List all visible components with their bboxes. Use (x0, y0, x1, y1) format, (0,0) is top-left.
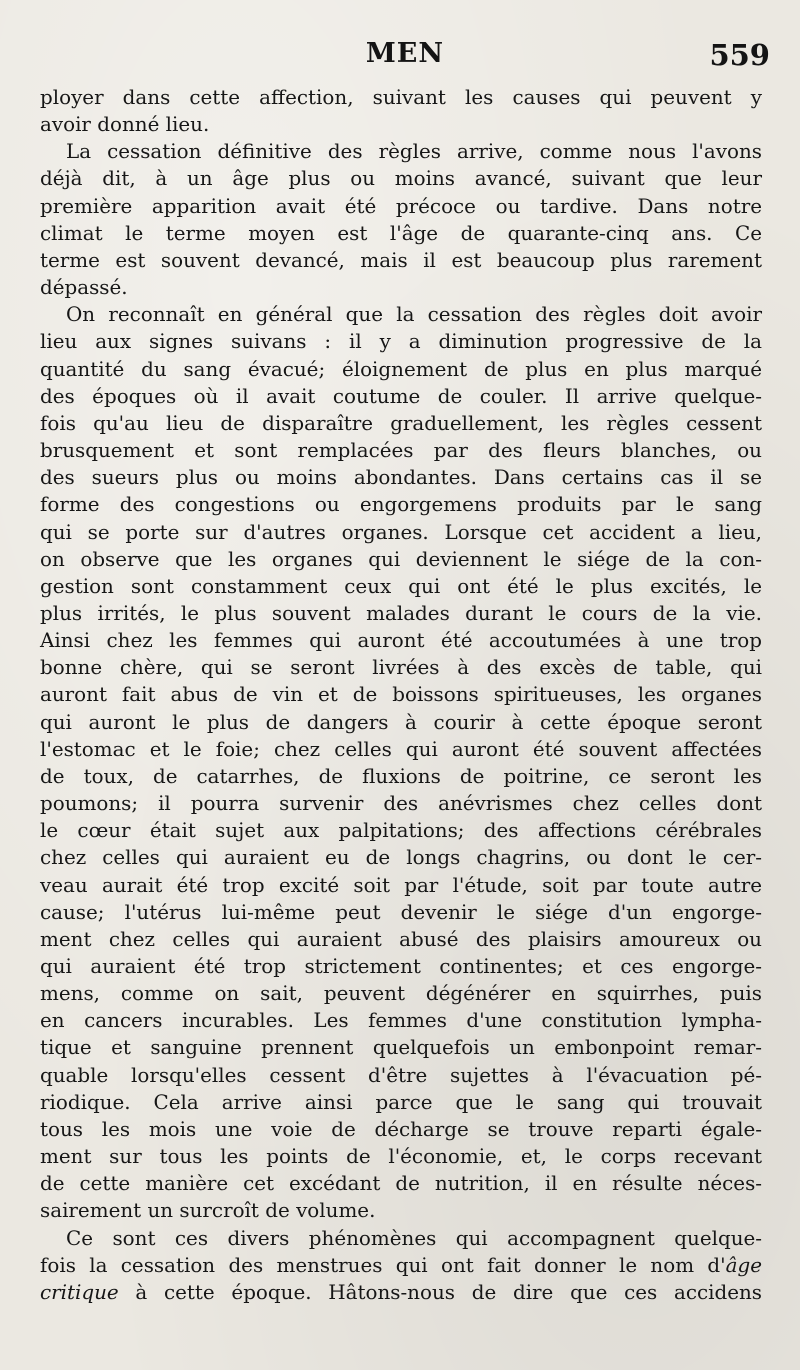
text-line: veau aurait été trop excité soit par l'étude, soit par toute autre (40, 873, 762, 897)
text-line: avoir donné lieu. (40, 113, 210, 137)
text-line: de toux, de catarrhes, de fluxions de poitrine, ce seront les (40, 764, 762, 788)
text-line: ployer dans cette affection, suivant les causes qui peuvent y (40, 86, 762, 109)
text-line: fois qu'au lieu de disparaître graduellement, les règles cessent (40, 411, 762, 435)
text-line: lieu aux signes suivans : il y a diminution progressive de la (40, 330, 762, 354)
text-line: auront fait abus de vin et de boissons spiritueuses, les organes (40, 683, 762, 707)
text-line: on observe que les organes qui deviennent le siége de la con- (40, 547, 762, 571)
text-line: en cancers incurables. Les femmes d'une constitution lympha- (40, 1009, 762, 1033)
text-line: le cœur était sujet aux palpitations; des affections cérébrales (40, 819, 762, 843)
paragraph (40, 84, 762, 138)
page-header (40, 34, 770, 78)
italic-term: âge (725, 1253, 762, 1277)
text-line: terme est souvent devancé, mais il est beaucoup plus rarement (40, 248, 762, 272)
body-text (40, 84, 762, 1306)
text-line: quantité du sang évacué; éloignement de plus en plus marqué (40, 357, 762, 381)
text-line: première apparition avait été précoce ou tardive. Dans notre (40, 194, 762, 218)
text-line: Ainsi chez les femmes qui auront été accoutumées à une trop (40, 629, 762, 653)
text-line: ment chez celles qui auraient abusé des plaisirs amoureux ou (40, 927, 762, 951)
text-line: des époques où il avait coutume de couler. Il arrive quelque- (40, 384, 762, 408)
text-line: de cette manière cet excédant de nutrition, il en résulte néces- (40, 1172, 762, 1196)
text-line: quable lorsqu'elles cessent d'être sujettes à l'évacuation pé- (40, 1063, 762, 1087)
paragraph (40, 138, 762, 301)
text-line: poumons; il pourra survenir des anévrismes chez celles dont (40, 792, 762, 816)
text-line: qui se porte sur d'autres organes. Lorsque cet accident a lieu, (40, 520, 762, 544)
text-line: chez celles qui auraient eu de longs chagrins, ou dont le cer- (40, 846, 762, 870)
paragraph (40, 301, 762, 1224)
text-line: bonne chère, qui se seront livrées à des excès de table, qui (40, 656, 762, 680)
text-line: Ce sont ces divers phénomènes qui accompagnent quelque- (66, 1226, 762, 1250)
paragraph (40, 1225, 762, 1306)
text-line: mens, comme on sait, peuvent dégénérer en squirrhes, puis (40, 982, 762, 1006)
text-line (40, 1252, 762, 1279)
text-line: riodique. Cela arrive ainsi parce que le sang qui trouvait (40, 1090, 762, 1114)
text-line: On reconnaît en général que la cessation des règles doit avoir (66, 303, 762, 327)
italic-term: critique (40, 1280, 119, 1304)
text-line: ment sur tous les points de l'économie, et, le corps recevant (40, 1145, 762, 1169)
page-number: 559 (709, 38, 770, 72)
text-line: forme des congestions ou engorgemens produits par le sang (40, 493, 762, 517)
text-line: l'estomac et le foie; chez celles qui auront été souvent affectées (40, 737, 762, 761)
text-line (40, 1279, 762, 1306)
text-fragment: fois la cessation des menstrues qui ont fait donner le nom d' (40, 1253, 726, 1277)
text-line: brusquement et sont remplacées par des fleurs blanches, ou (40, 439, 762, 463)
running-head: MEN (365, 38, 445, 69)
text-line: gestion sont constamment ceux qui ont été le plus excités, le (40, 574, 762, 598)
text-line: qui auront le plus de dangers à courir à cette époque seront (40, 710, 762, 734)
text-line: plus irrités, le plus souvent malades durant le cours de la vie. (40, 601, 762, 625)
text-line: cause; l'utérus lui-même peut devenir le siége d'un engorge- (40, 900, 762, 924)
text-line: climat le terme moyen est l'âge de quarante-cinq ans. Ce (40, 221, 762, 245)
text-line: La cessation définitive des règles arrive, comme nous l'avons (66, 140, 762, 164)
text-line: tique et sanguine prennent quelquefois un embonpoint remar- (40, 1036, 762, 1060)
text-fragment: à cette époque. Hâtons-nous de dire que ces accidens (135, 1280, 762, 1304)
text-line: qui auraient été trop strictement continentes; et ces engorge- (40, 955, 762, 978)
text-line: dépassé. (40, 276, 128, 300)
text-line: déjà dit, à un âge plus ou moins avancé, suivant que leur (40, 167, 762, 191)
text-line: tous les mois une voie de décharge se trouve reparti égale- (40, 1117, 762, 1141)
text-line: sairement un surcroît de volume. (40, 1199, 376, 1223)
text-line: des sueurs plus ou moins abondantes. Dans certains cas il se (40, 466, 762, 490)
